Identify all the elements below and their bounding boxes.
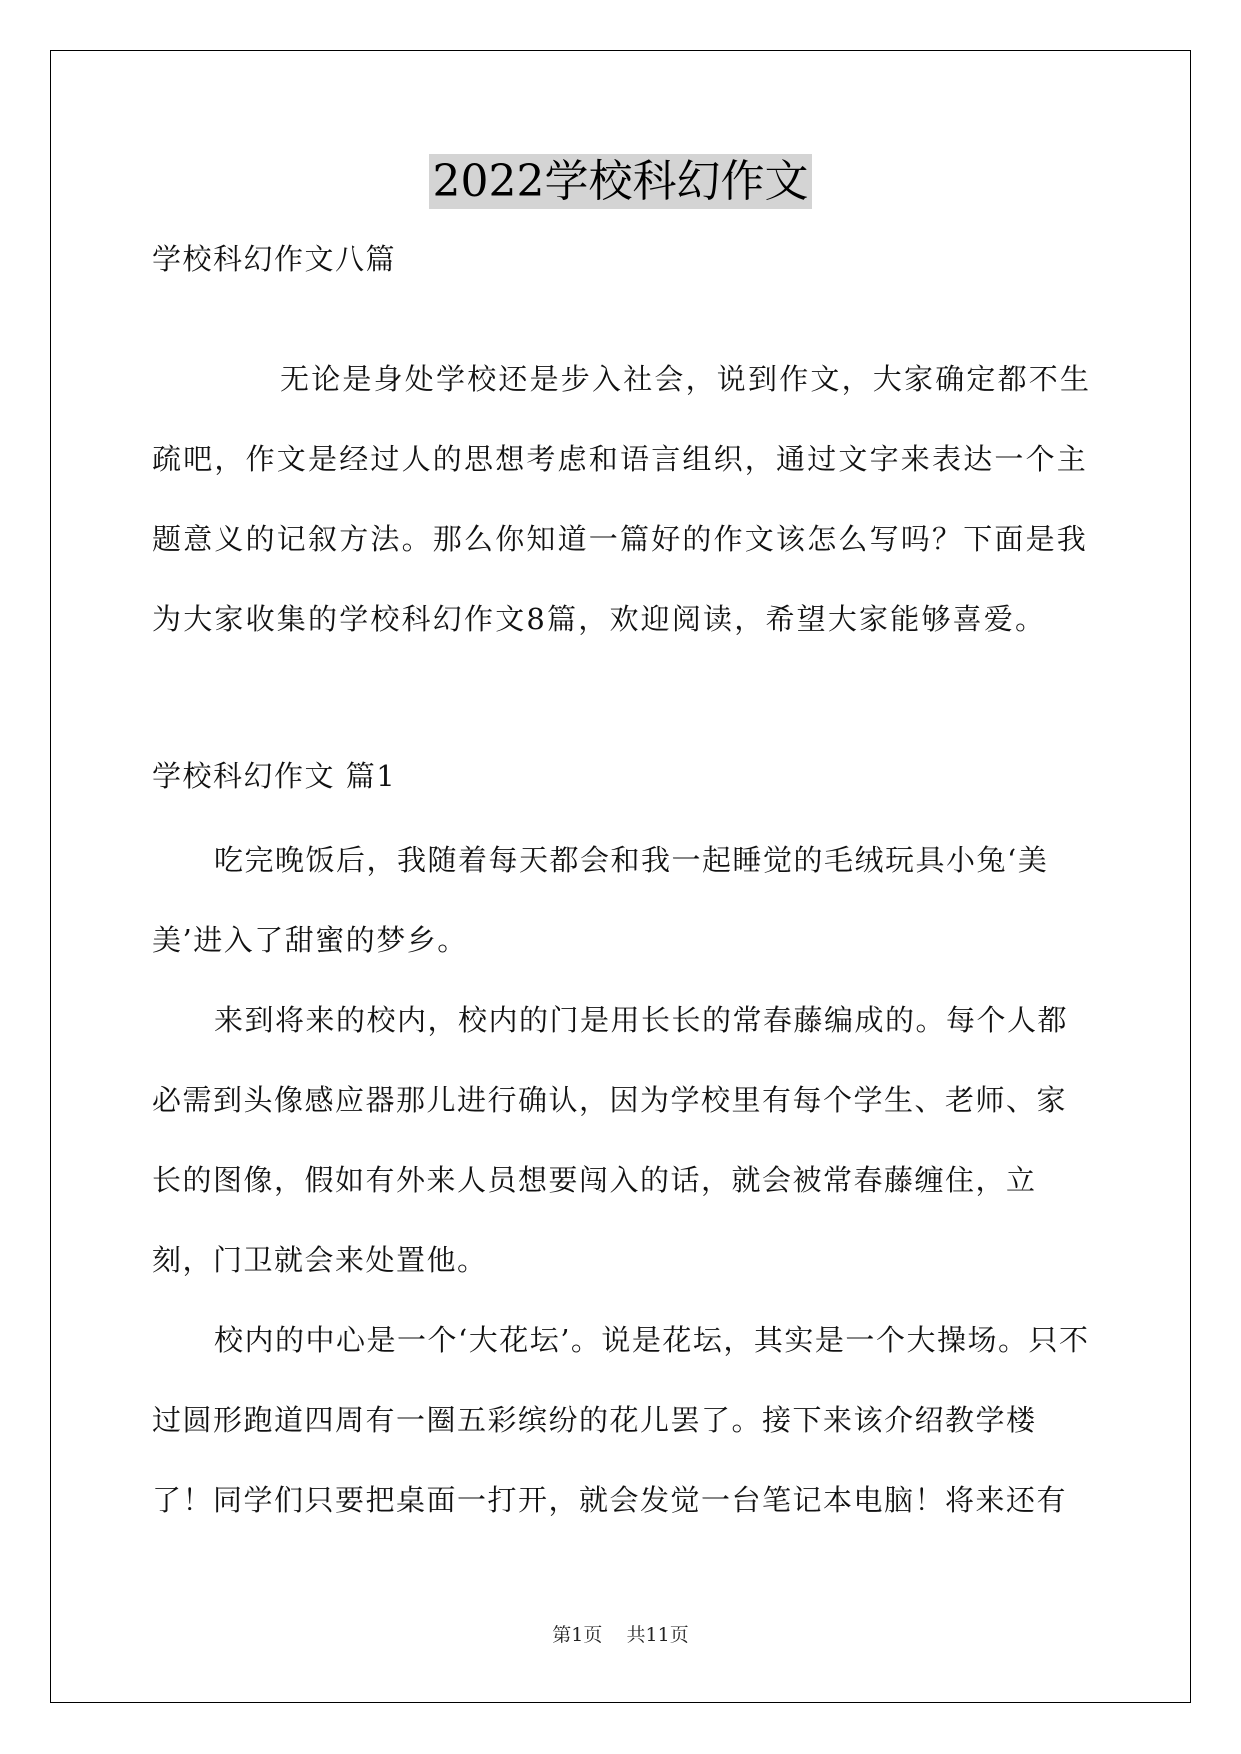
document-title (0, 150, 1241, 214)
page-total: 共11页 (626, 1624, 689, 1646)
body-paragraph-2: 来到将来的校内，校内的门是用长长的常春藤编成的。每个人都必需到头像感应器那儿进行确认，因为学校里有每个学生、老师、家长的图像，假如有外来人员想要闯入的话，就会被常春藤缠住，立刻，门卫就会来处置他。 (152, 1003, 1069, 1277)
section-heading: 学校科幻作文 篇1 (152, 759, 397, 793)
page-number: 第1页 (552, 1624, 603, 1646)
intro-paragraph: 无论是身处学校还是步入社会，说到作文，大家确定都不生疏吧，作文是经过人的思想考虑和语言组织，通过文字来表达一个主题意义的记叙方法。那么你知道一篇好的作文该怎么写吗？下面是我为大家收集的学校科幻作文8篇，欢迎阅读，希望大家能够喜爱。 (152, 362, 1092, 636)
body-paragraph-1: 吃完晚饭后，我随着每天都会和我一起睡觉的毛绒玩具小兔‘美美’进入了甜蜜的梦乡。 (152, 843, 1049, 957)
document-title-text: 2022学校科幻作文 (429, 154, 813, 209)
body-paragraph-3: 校内的中心是一个‘大花坛’。说是花坛，其实是一个大操场。只不过圆形跑道四周有一圈五彩缤纷的花儿罢了。接下来该介绍教学楼了！同学们只要把桌面一打开，就会发觉一台笔记本电脑！将来还有 (152, 1323, 1090, 1517)
document-subtitle: 学校科幻作文八篇 (152, 242, 397, 276)
page-footer (0, 1620, 1241, 1650)
